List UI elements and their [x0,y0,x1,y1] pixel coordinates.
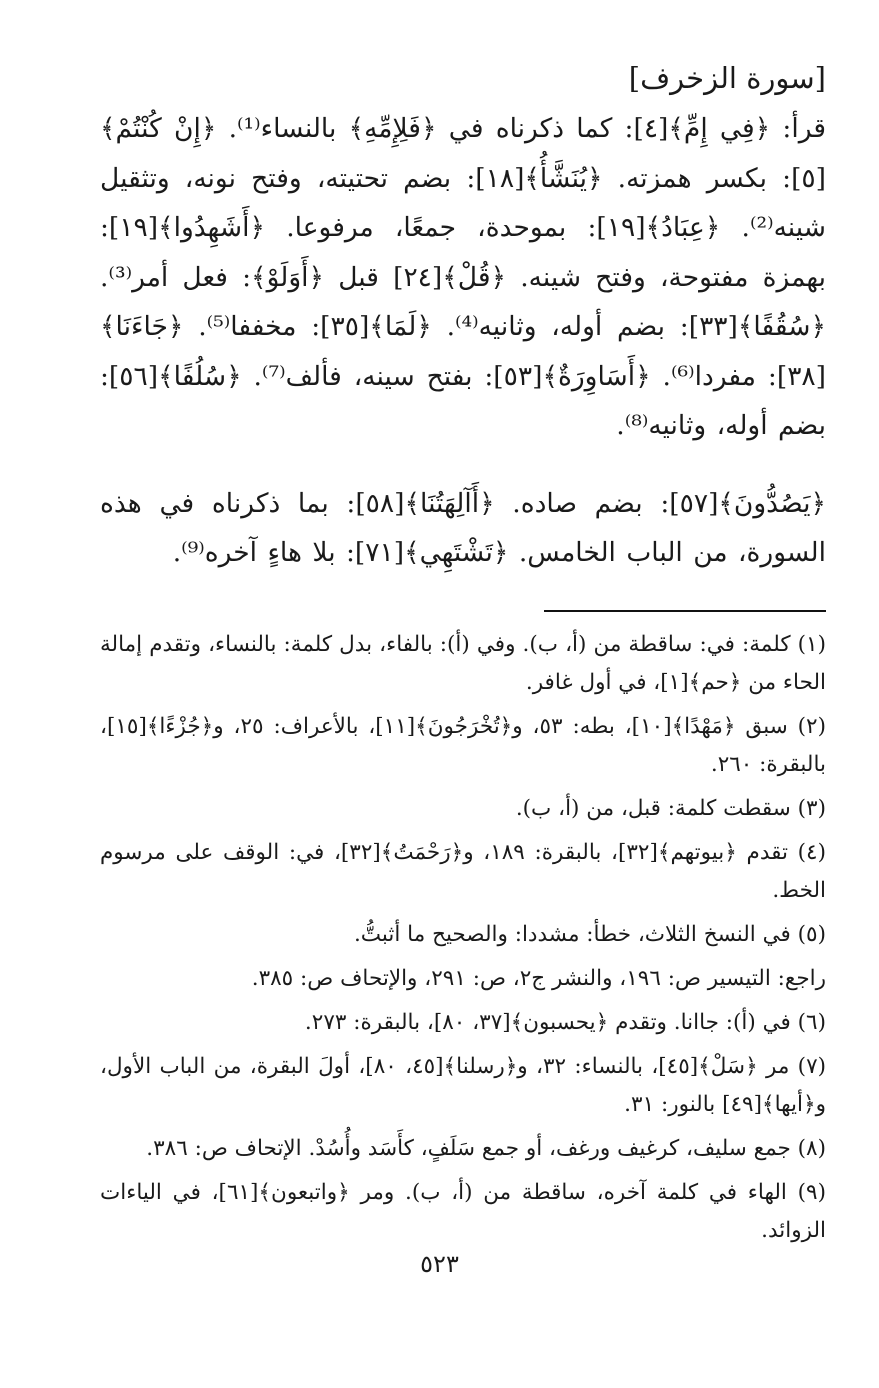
page-number: ٥٢٣ [420,1250,459,1278]
footnote-3: (٣) سقطت كلمة: قبل، من (أ، ب). [515,795,826,821]
book-page [100,58,826,1358]
footnote-7: (٧) مر ﴿سَلْ﴾[٤٥]، بالنساء: ٣٢، و﴿رسلنا﴾[٤٥، ٨٠]، أولَ البقرة، من الباب الأول، و﴿أيها﴾[٤٩] بالنور: ٣١. [100,1053,827,1117]
surah-title: [سورة الزخرف] [628,61,826,95]
footnote-2: (٢) سبق ﴿مَهْدًا﴾[١٠]، بطه: ٥٣، و﴿تُخْرَجُونَ﴾[١١]، بالأعراف: ٢٥، و﴿جُزْءًا﴾[١٥]، بالبقرة: ٢٦٠. [100,713,826,777]
footnote-6: (٦) في (أ): جاانا. وتقدم ﴿يحسبون﴾[٣٧، ٨٠]، بالبقرة: ٢٧٣. [304,1009,826,1035]
footnote-9: (٩) الهاء في كلمة آخره، ساقطة من (أ، ب). ومر ﴿واتبعون﴾[٦١]، في الياءات الزوائد. [100,1179,826,1243]
footnote-8: (٨) جمع سليف، كرغيف ورغف، أو جمع سَلَفٍ، كأَسَد وأُسُدْ. الإتحاف ص: ٣٨٦. [146,1135,826,1161]
main-paragraph-1: قرأ: ﴿فِي إِمِّ﴾[٤]: كما ذكرناه في ﴿فَلِإِمِّهِ﴾ بالنساء⁽¹⁾. ﴿إِنْ كُنْتُمْ﴾[٥]: بكسر همزته. ﴿يُنَشَّأُ﴾[١٨]: بضم تحتيته، وفتح نونه، وتثقيل شينه⁽²⁾. ﴿عِبَادُ﴾[١٩]: بموحدة، جمعًا، مرفوعا. ﴿أَشَهِدُوا﴾[١٩]: بهمزة مفتوحة، وفتح شينه. ﴿قُلْ﴾[٢٤] قبل ﴿أَوَلَوْ﴾: فعل أمر⁽³⁾. ﴿سُقُفًا﴾[٣٣]: بضم أوله، وثانيه⁽⁴⁾. ﴿لَمَا﴾[٣٥]: مخففا⁽⁵⁾. ﴿جَاءَنَا﴾[٣٨]: مفردا⁽⁶⁾. ﴿أَسَاوِرَةٌ﴾[٥٣]: بفتح سينه، فألف⁽⁷⁾. ﴿سُلُفًا﴾[٥٦]: بضم أوله، وثانيه⁽⁸⁾. [100,113,827,441]
main-paragraph-2: ﴿يَصُدُّونَ﴾[٥٧]: بضم صاده. ﴿أَآلِهَتُنَا﴾[٥٨]: بما ذكرناه في هذه السورة، من الباب الخامس. ﴿تَشْتَهِي﴾[٧١]: بلا هاءٍ آخره⁽⁹⁾. [100,487,826,568]
footnotes-list [100,626,826,1250]
footnote-5-reference: راجع: التيسير ص: ١٩٦، والنشر ج٢، ص: ٢٩١، والإتحاف ص: ٣٨٥. [251,965,826,991]
footnote-5: (٥) في النسخ الثلاث، خطأ: مشددا: والصحيح ما أثبتُّ. [353,921,826,947]
footnote-1: (١) كلمة: في: ساقطة من (أ، ب). وفي (أ): بالفاء، بدل كلمة: بالنساء، وتقدم إمالة الحاء من ﴿حم﴾[١]، في أول غافر. [100,631,826,695]
footnote-4: (٤) تقدم ﴿بيوتهم﴾[٣٢]، بالبقرة: ١٨٩، و﴿رَحْمَتُ﴾[٣٢]، في: الوقف على مرسوم الخط. [100,839,826,903]
footnote-separator [544,610,826,612]
